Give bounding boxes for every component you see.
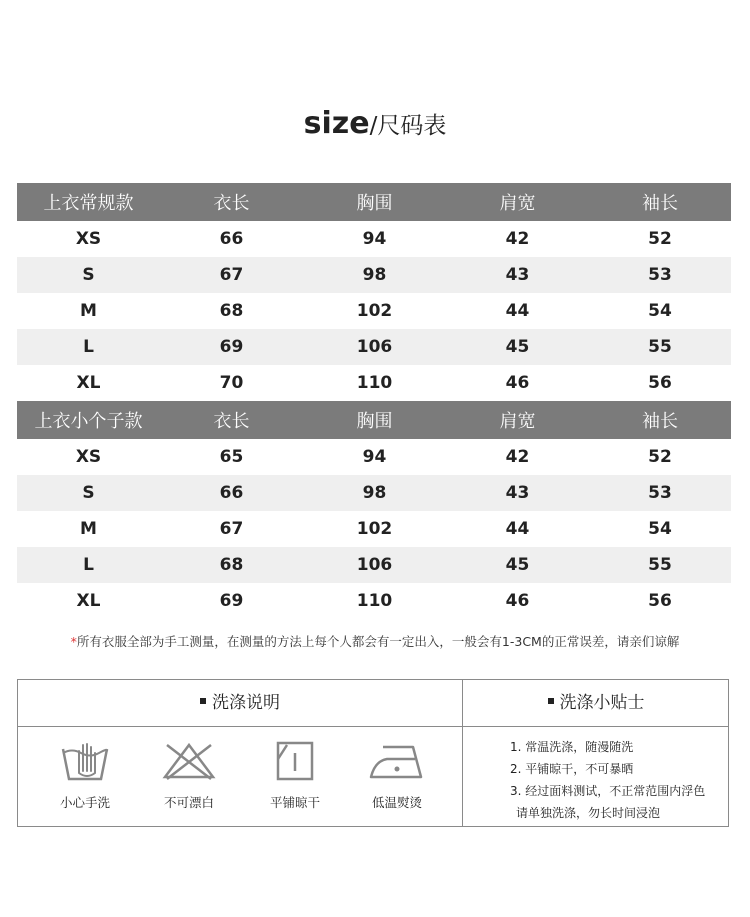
table-name: 上衣常规款: [43, 193, 134, 214]
note-text: 所有衣服全部为手工测量，在测量的方法上每个人都会有一定出入，一般会有1-3CM的正常误差，请亲们谅解: [76, 634, 680, 649]
table-cell: 46: [505, 591, 530, 611]
tip-item: 3. 经过面料测试，不正常范围内浮色: [510, 784, 706, 798]
col-header: 衣长: [213, 193, 250, 214]
table-cell: L: [83, 555, 94, 575]
low-iron-icon: [367, 739, 427, 783]
bullet-square-icon: [548, 698, 554, 704]
title-sep: /: [369, 113, 378, 139]
table-cell: 110: [356, 373, 393, 393]
page-title: [0, 104, 750, 146]
col-header: 肩宽: [499, 193, 536, 214]
col-header: 肩宽: [499, 411, 536, 432]
table-cell: 65: [219, 447, 244, 467]
table-row: [17, 329, 731, 365]
table-cell: 45: [505, 555, 530, 575]
table-cell: 45: [505, 337, 530, 357]
col-header: 胸围: [356, 411, 393, 432]
table-cell: XS: [75, 229, 102, 249]
table-cell: 56: [648, 591, 672, 611]
table-cell: 42: [505, 229, 530, 249]
care-icons: [18, 727, 462, 827]
note-star: *: [70, 634, 77, 649]
col-header: 衣长: [213, 411, 250, 432]
bullet-square-icon: [200, 698, 206, 704]
table-cell: XL: [76, 373, 101, 393]
table-cell: 54: [648, 519, 672, 539]
title-cn: 尺码表: [377, 113, 447, 139]
table-cell: 42: [505, 447, 530, 467]
table-cell: XL: [76, 591, 101, 611]
table-cell: 98: [362, 483, 387, 503]
table-row: [17, 439, 731, 475]
table-name: 上衣小个子款: [34, 411, 143, 432]
table-cell: 44: [505, 519, 530, 539]
table-cell: M: [80, 519, 97, 539]
table-cell: 66: [219, 483, 244, 503]
table-cell: 98: [362, 265, 387, 285]
table-cell: 69: [219, 337, 244, 357]
table-header: [17, 401, 731, 439]
table-cell: 43: [505, 483, 530, 503]
table-cell: 52: [648, 229, 672, 249]
table-cell: 55: [648, 337, 672, 357]
tip-item: 2. 平铺晾干，不可暴晒: [510, 762, 634, 776]
table-cell: 106: [356, 337, 393, 357]
care-item-flat-dry: 平铺晾干: [250, 739, 340, 811]
table-cell: 52: [648, 447, 672, 467]
table-cell: 102: [356, 301, 393, 321]
col-header: 袖长: [642, 411, 678, 432]
size-table-petite: [17, 401, 731, 619]
table-cell: M: [80, 301, 97, 321]
table-row: [17, 475, 731, 511]
table-cell: 69: [219, 591, 244, 611]
table-cell: 106: [356, 555, 393, 575]
table-cell: 56: [648, 373, 672, 393]
care-instructions-heading: 洗涤说明: [18, 680, 462, 726]
care-tips-heading: 洗涤小贴士: [463, 680, 729, 726]
table-row: [17, 365, 731, 401]
tip-item: 1. 常温洗涤，随漫随洗: [510, 740, 634, 754]
table-cell: 53: [648, 265, 672, 285]
title-en: size: [303, 106, 370, 141]
col-header: 胸围: [356, 193, 393, 214]
care-tips-list: [510, 736, 740, 824]
table-header: [17, 183, 731, 221]
care-item-no-bleach: 不可漂白: [144, 739, 234, 811]
tip-item: 请单独洗涤，勿长时间浸泡: [516, 806, 661, 820]
table-cell: 70: [219, 373, 244, 393]
table-cell: 66: [219, 229, 244, 249]
table-row: [17, 293, 731, 329]
care-item-low-iron: 低温熨烫: [352, 739, 442, 811]
table-row: [17, 257, 731, 293]
col-header: 袖长: [642, 193, 678, 214]
no-bleach-icon: [161, 739, 217, 783]
table-row: [17, 511, 731, 547]
table-row: [17, 583, 731, 619]
table-row: [17, 547, 731, 583]
hand-wash-icon: [59, 739, 111, 783]
table-cell: 94: [362, 229, 387, 249]
care-item-hand-wash: 小心手洗: [40, 739, 130, 811]
size-table-regular: [17, 183, 731, 401]
table-cell: 43: [505, 265, 530, 285]
table-cell: 67: [219, 265, 244, 285]
table-cell: 54: [648, 301, 672, 321]
table-cell: S: [82, 483, 95, 503]
table-cell: 68: [219, 555, 244, 575]
table-cell: 53: [648, 483, 672, 503]
table-row: [17, 221, 731, 257]
table-cell: XS: [75, 447, 102, 467]
care-box: [17, 679, 729, 827]
table-cell: 67: [219, 519, 244, 539]
table-cell: S: [82, 265, 95, 285]
table-cell: 94: [362, 447, 387, 467]
table-cell: 55: [648, 555, 672, 575]
flat-dry-icon: [273, 739, 317, 783]
table-cell: 46: [505, 373, 530, 393]
table-cell: 110: [356, 591, 393, 611]
table-cell: 68: [219, 301, 244, 321]
table-cell: L: [83, 337, 94, 357]
table-cell: 44: [505, 301, 530, 321]
measurement-note: [0, 632, 750, 650]
table-cell: 102: [356, 519, 393, 539]
